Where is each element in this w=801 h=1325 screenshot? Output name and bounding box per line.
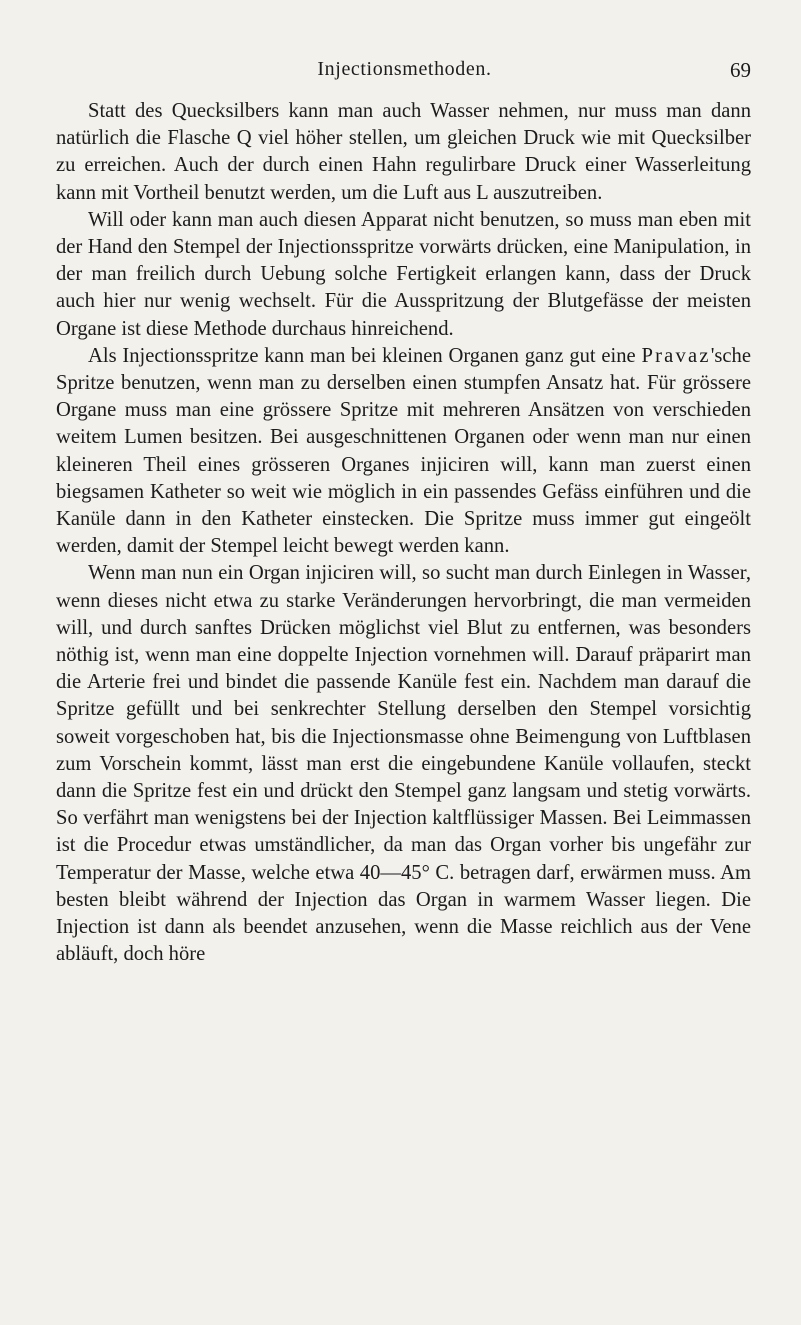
paragraph-text-end: 'sche Spritze benutzen, wenn man zu derselben einen stumpfen Ansatz hat. Für grössere Organe muss man eine grössere Spritze mit mehreren Ansätzen von verschieden weitem Lumen besitzen. Bei ausgeschnittenen Organen oder wenn man nur einen kleineren Theil eines grösseren Organes injiciren will, kann man zuerst einen biegsamen Katheter so weit wie möglich in ein passendes Gefäss einführen und die Kanüle dann in den Katheter einstecken. Die Spritze muss immer gut eingeölt werden, damit der Stempel leicht bewegt werden kann.: [56, 344, 751, 558]
author-name: Pravaz: [641, 344, 711, 367]
body-text: [56, 98, 751, 969]
running-title: Injectionsmethoden.: [317, 58, 492, 80]
paragraph: [56, 343, 751, 561]
page-number: 69: [730, 58, 751, 82]
paragraph: Statt des Quecksilbers kann man auch Wasser nehmen, nur muss man dann natürlich die Flasche Q viel höher stellen, um gleichen Druck wie mit Quecksilber zu erreichen. Auch der durch einen Hahn regulirbare Druck einer Wasserleitung kann mit Vortheil benutzt werden, um die Luft aus L auszutreiben.: [56, 100, 751, 204]
paragraph: Will oder kann man auch diesen Apparat nicht benutzen, so muss man eben mit der Hand den Stempel der Injectionsspritze vorwärts drücken, eine Manipulation, in der man freilich durch Uebung solche Fertigkeit erlangen kann, dass der Druck auch hier nur wenig wechselt. Für die Ausspritzung der Blutgefässe der meisten Organe ist diese Methode durchaus hinreichend.: [56, 208, 751, 340]
running-head: [58, 58, 751, 88]
paragraph-text-start: Als Injectionsspritze kann man bei kleinen Organen ganz gut eine: [88, 344, 642, 367]
paragraph: Wenn man nun ein Organ injiciren will, so sucht man durch Einlegen in Wasser, wenn dieses nicht etwa zu starke Veränderungen hervorbringt, die man vermeiden will, und durch sanftes Drücken möglichst viel Blut zu entfernen, was besonders nöthig ist, wenn man eine doppelte Injection vornehmen will. Darauf präparirt man die Arterie frei und bindet die passende Kanüle fest ein. Nachdem man darauf die Spritze gefüllt und bei senkrechter Stellung derselben den Stempel vorsichtig soweit vorgeschoben hat, bis die Injectionsmasse ohne Beimengung von Luftblasen zum Vorschein kommt, lässt man erst die eingebundene Kanüle vollaufen, steckt dann die Spritze fest ein und drückt den Stempel ganz langsam und stetig vorwärts. So verfährt man wenigstens bei der Injection kaltflüssiger Massen. Bei Leimmassen ist die Procedur etwas umständlicher, da man das Organ vorher bis ungefähr zur Temperatur der Masse, welche etwa 40—45° C. betragen darf, erwärmen muss. Am besten bleibt während der Injection das Organ in warmem Wasser liegen. Die Injection ist dann als beendet anzusehen, wenn die Masse reichlich aus der Vene abläuft, doch höre: [56, 562, 751, 966]
